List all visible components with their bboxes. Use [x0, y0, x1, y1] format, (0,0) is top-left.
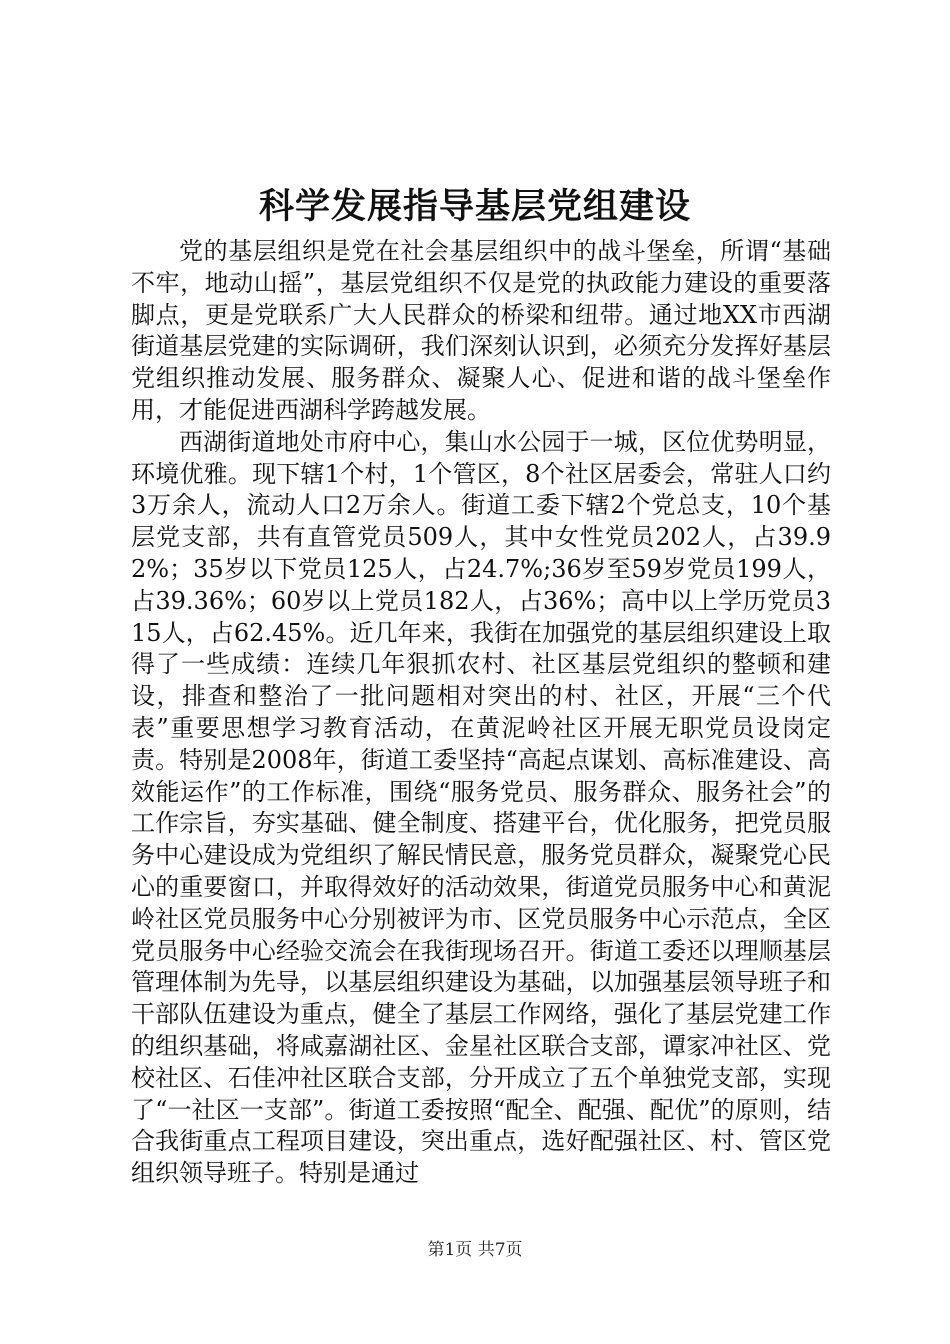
- page-footer: 第1页 共7页: [427, 1240, 523, 1260]
- document-title: 科学发展指导基层党组建设: [258, 186, 691, 227]
- paragraph-intro: 党的基层组织是党在社会基层组织中的战斗堡垒，所谓“基础不牢，地动山摇”，基层党组织不仅是党的执政能力建设的重要落脚点，更是党联系广大人民群众的桥梁和纽带。通过地XX市西湖街道基层党建的实际调研，我们深刻认识到，必须充分发挥好基层党组织推动发展、服务群众、凝聚人心、促进和谐的战斗堡垒作用，才能促进西湖科学跨越发展。: [131, 237, 831, 424]
- paragraph-xihu-overview: 西湖街道地处市府中心，集山水公园于一城，区位优势明显，环境优雅。现下辖1个村，1个管区，8个社区居委会，常驻人口约3万余人，流动人口2万余人。街道工委下辖2个党总支，10个基层党支部，共有直管党员509人，其中女性党员202人，占39.92%；35岁以下党员125人，占24.7%;36岁至59岁党员199人，占39.36%；60岁以上党员182人，占36%；高中以上学历党员315人，占62.45%。近几年来，我街在加强党的基层组织建设上取得了一些成绩：连续几年狠抓农村、社区基层党组织的整顿和建设，排查和整治了一批问题相对突出的村、社区，开展“三个代表”重要思想学习教育活动，在黄泥岭社区开展无职党员设岗定责。特别是2008年，街道工委坚持“高起点谋划、高标准建设、高效能运作”的工作标准，围绕“服务党员、服务群众、服务社会”的工作宗旨，夯实基础、健全制度、搭建平台，优化服务，把党员服务中心建设成为党组织了解民情民意，服务党员群众，凝聚党心民心的重要窗口，并取得效好的活动效果，街道党员服务中心和黄泥岭社区党员服务中心分别被评为市、区党员服务中心示范点，全区党员服务中心经验交流会在我街现场召开。街道工委还以理顺基层管理体制为先导，以基层组织建设为基础，以加强基层领导班子和干部队伍建设为重点，健全了基层工作网络，强化了基层党建工作的组织基础，将咸嘉湖社区、金星社区联合支部，谭家冲社区、党校社区、石佳冲社区联合支部，分开成立了五个单独党支部，实现了“一社区一支部”。街道工委按照“配全、配强、配优”的原则，结合我街重点工程项目建设，突出重点，选好配强社区、村、管区党组织领导班子。特别是通过: [131, 427, 831, 1188]
- document-body: [131, 236, 831, 1190]
